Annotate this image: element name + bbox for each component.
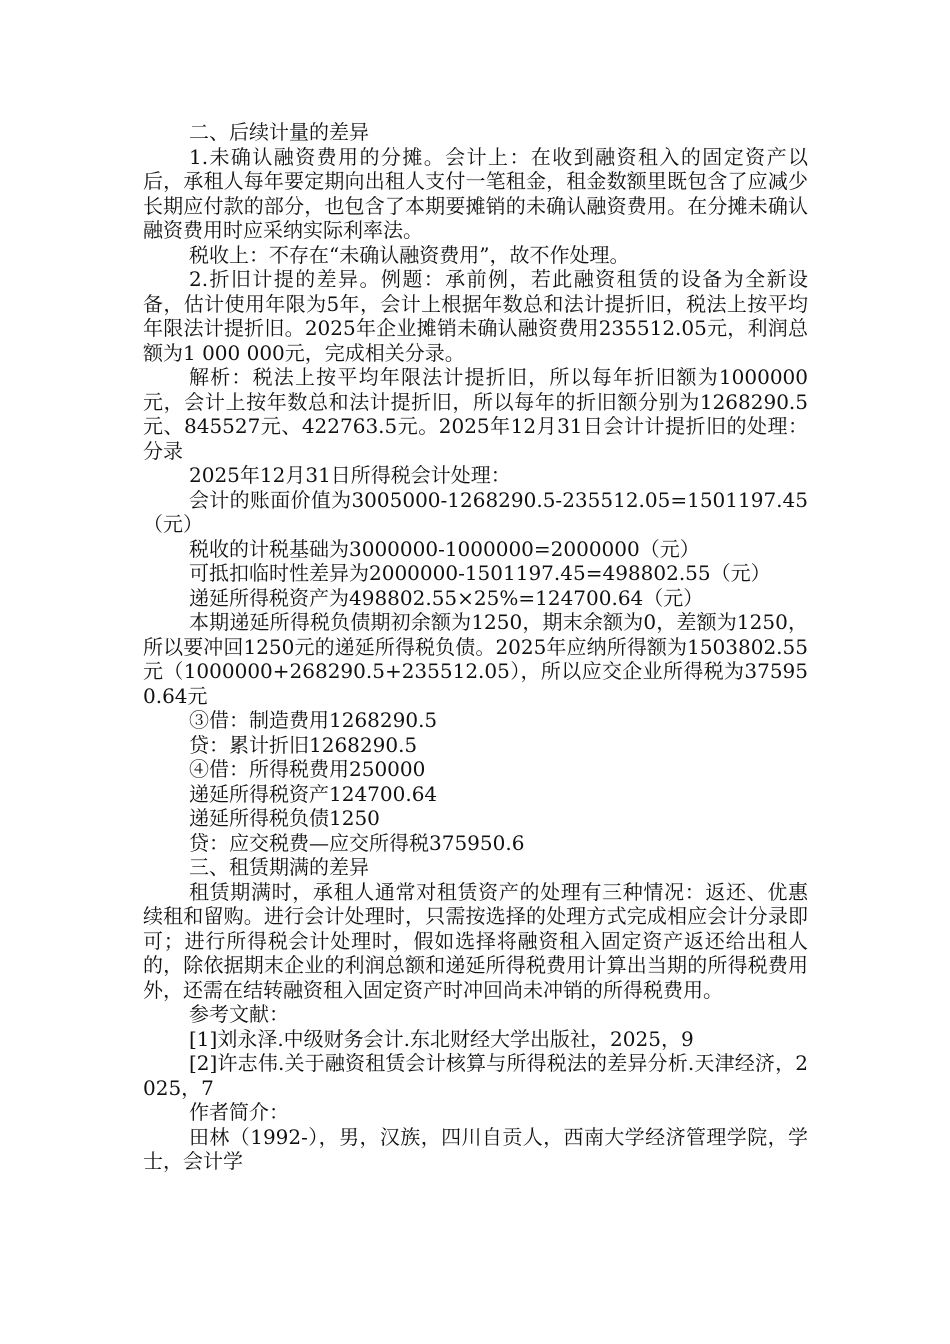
paragraph-deferred-tax-liability: 本期递延所得税负债期初余额为1250，期末余额为0，差额为1250，所以要冲回1250元的递延所得税负债。2025年应纳所得额为1503802.55元（1000000+268290.5+235512.05），所以应交企业所得税为375950.64元	[143, 610, 808, 708]
journal-entry-deferred-asset: 递延所得税资产124700.64	[189, 781, 438, 806]
paragraph-deductible-difference: 可抵扣临时性差异为2000000-1501197.45=498802.55（元）	[189, 561, 771, 585]
journal-entry-deferred-liability: 递延所得税负债1250	[189, 806, 380, 830]
paragraph-tax-treatment: 税收上：不存在“未确认融资费用”，故不作处理。	[189, 242, 630, 267]
author-heading: 作者简介：	[189, 1100, 289, 1124]
paragraph-unrecognized-financing-cost: 1.未确认融资费用的分摊。会计上：在收到融资租入的固定资产以后，承租人每年要定期向出租人支付一笔租金，租金数额里既包含了应减少长期应付款的部分，也包含了本期要摊销的未确认融资费用。在分摊未确认融资费用时应采纳实际利率法。	[143, 144, 808, 242]
journal-entry-credit-tax-payable: 贷：应交税费—应交所得税375950.6	[189, 830, 525, 855]
journal-entry-credit-depreciation: 贷：累计折旧1268290.5	[189, 732, 418, 757]
reference-item-2: [2]许志伟.关于融资租赁会计核算与所得税法的差异分析.天津经济，2025，7	[143, 1051, 808, 1100]
reference-item-1: [1]刘永泽.中级财务会计.东北财经大学出版社，2025，9	[189, 1026, 694, 1051]
paragraph-depreciation-example: 2.折旧计提的差异。例题：承前例，若此融资租赁的设备为全新设备，估计使用年限为5年，会计上根据年数总和法计提折旧，税法上按平均年限法计提折旧。2025年企业摊销未确认融资费用235512.05元，利润总额为1 000 000元，完成相关分录。	[143, 267, 808, 365]
section-heading-lease-expiry: 三、租赁期满的差异	[189, 855, 369, 879]
paragraph-tax-base: 税收的计税基础为3000000-1000000=2000000（元）	[189, 536, 700, 561]
section-heading-subsequent-measurement: 二、后续计量的差异	[189, 120, 369, 144]
references-heading: 参考文献：	[189, 1002, 289, 1026]
document-body	[143, 120, 808, 1174]
author-bio: 田林（1992-），男，汉族，四川自贡人，西南大学经济管理学院，学士，会计学	[143, 1124, 808, 1173]
paragraph-analysis: 解析：税法上按平均年限法计提折旧，所以每年折旧额为1000000元，会计上按年数总和法计提折旧，所以每年的折旧额分别为1268290.5元、845527元、422763.5元。2025年12月31日会计计提折旧的处理：分录	[143, 365, 808, 463]
journal-entry-debit-manufacturing: ③借：制造费用1268290.5	[189, 708, 438, 732]
paragraph-lease-expiry: 租赁期满时，承租人通常对租赁资产的处理有三种情况：返还、优惠续租和留购。进行会计处理时，只需按选择的处理方式完成相应会计分录即可；进行所得税会计处理时，假如选择将融资租入固定资产返还给出租人的，除依据期末企业的利润总额和递延所得税费用计算出当期的所得税费用外，还需在结转融资租入固定资产时冲回尚未冲销的所得税费用。	[143, 879, 808, 1002]
paragraph-income-tax-accounting: 2025年12月31日所得税会计处理：	[189, 463, 511, 487]
paragraph-book-value: 会计的账面价值为3005000-1268290.5-235512.05=1501197.45（元）	[143, 487, 808, 536]
paragraph-deferred-tax-asset: 递延所得税资产为498802.55×25%=124700.64（元）	[189, 585, 704, 610]
journal-entry-debit-income-tax: ④借：所得税费用250000	[189, 757, 426, 781]
